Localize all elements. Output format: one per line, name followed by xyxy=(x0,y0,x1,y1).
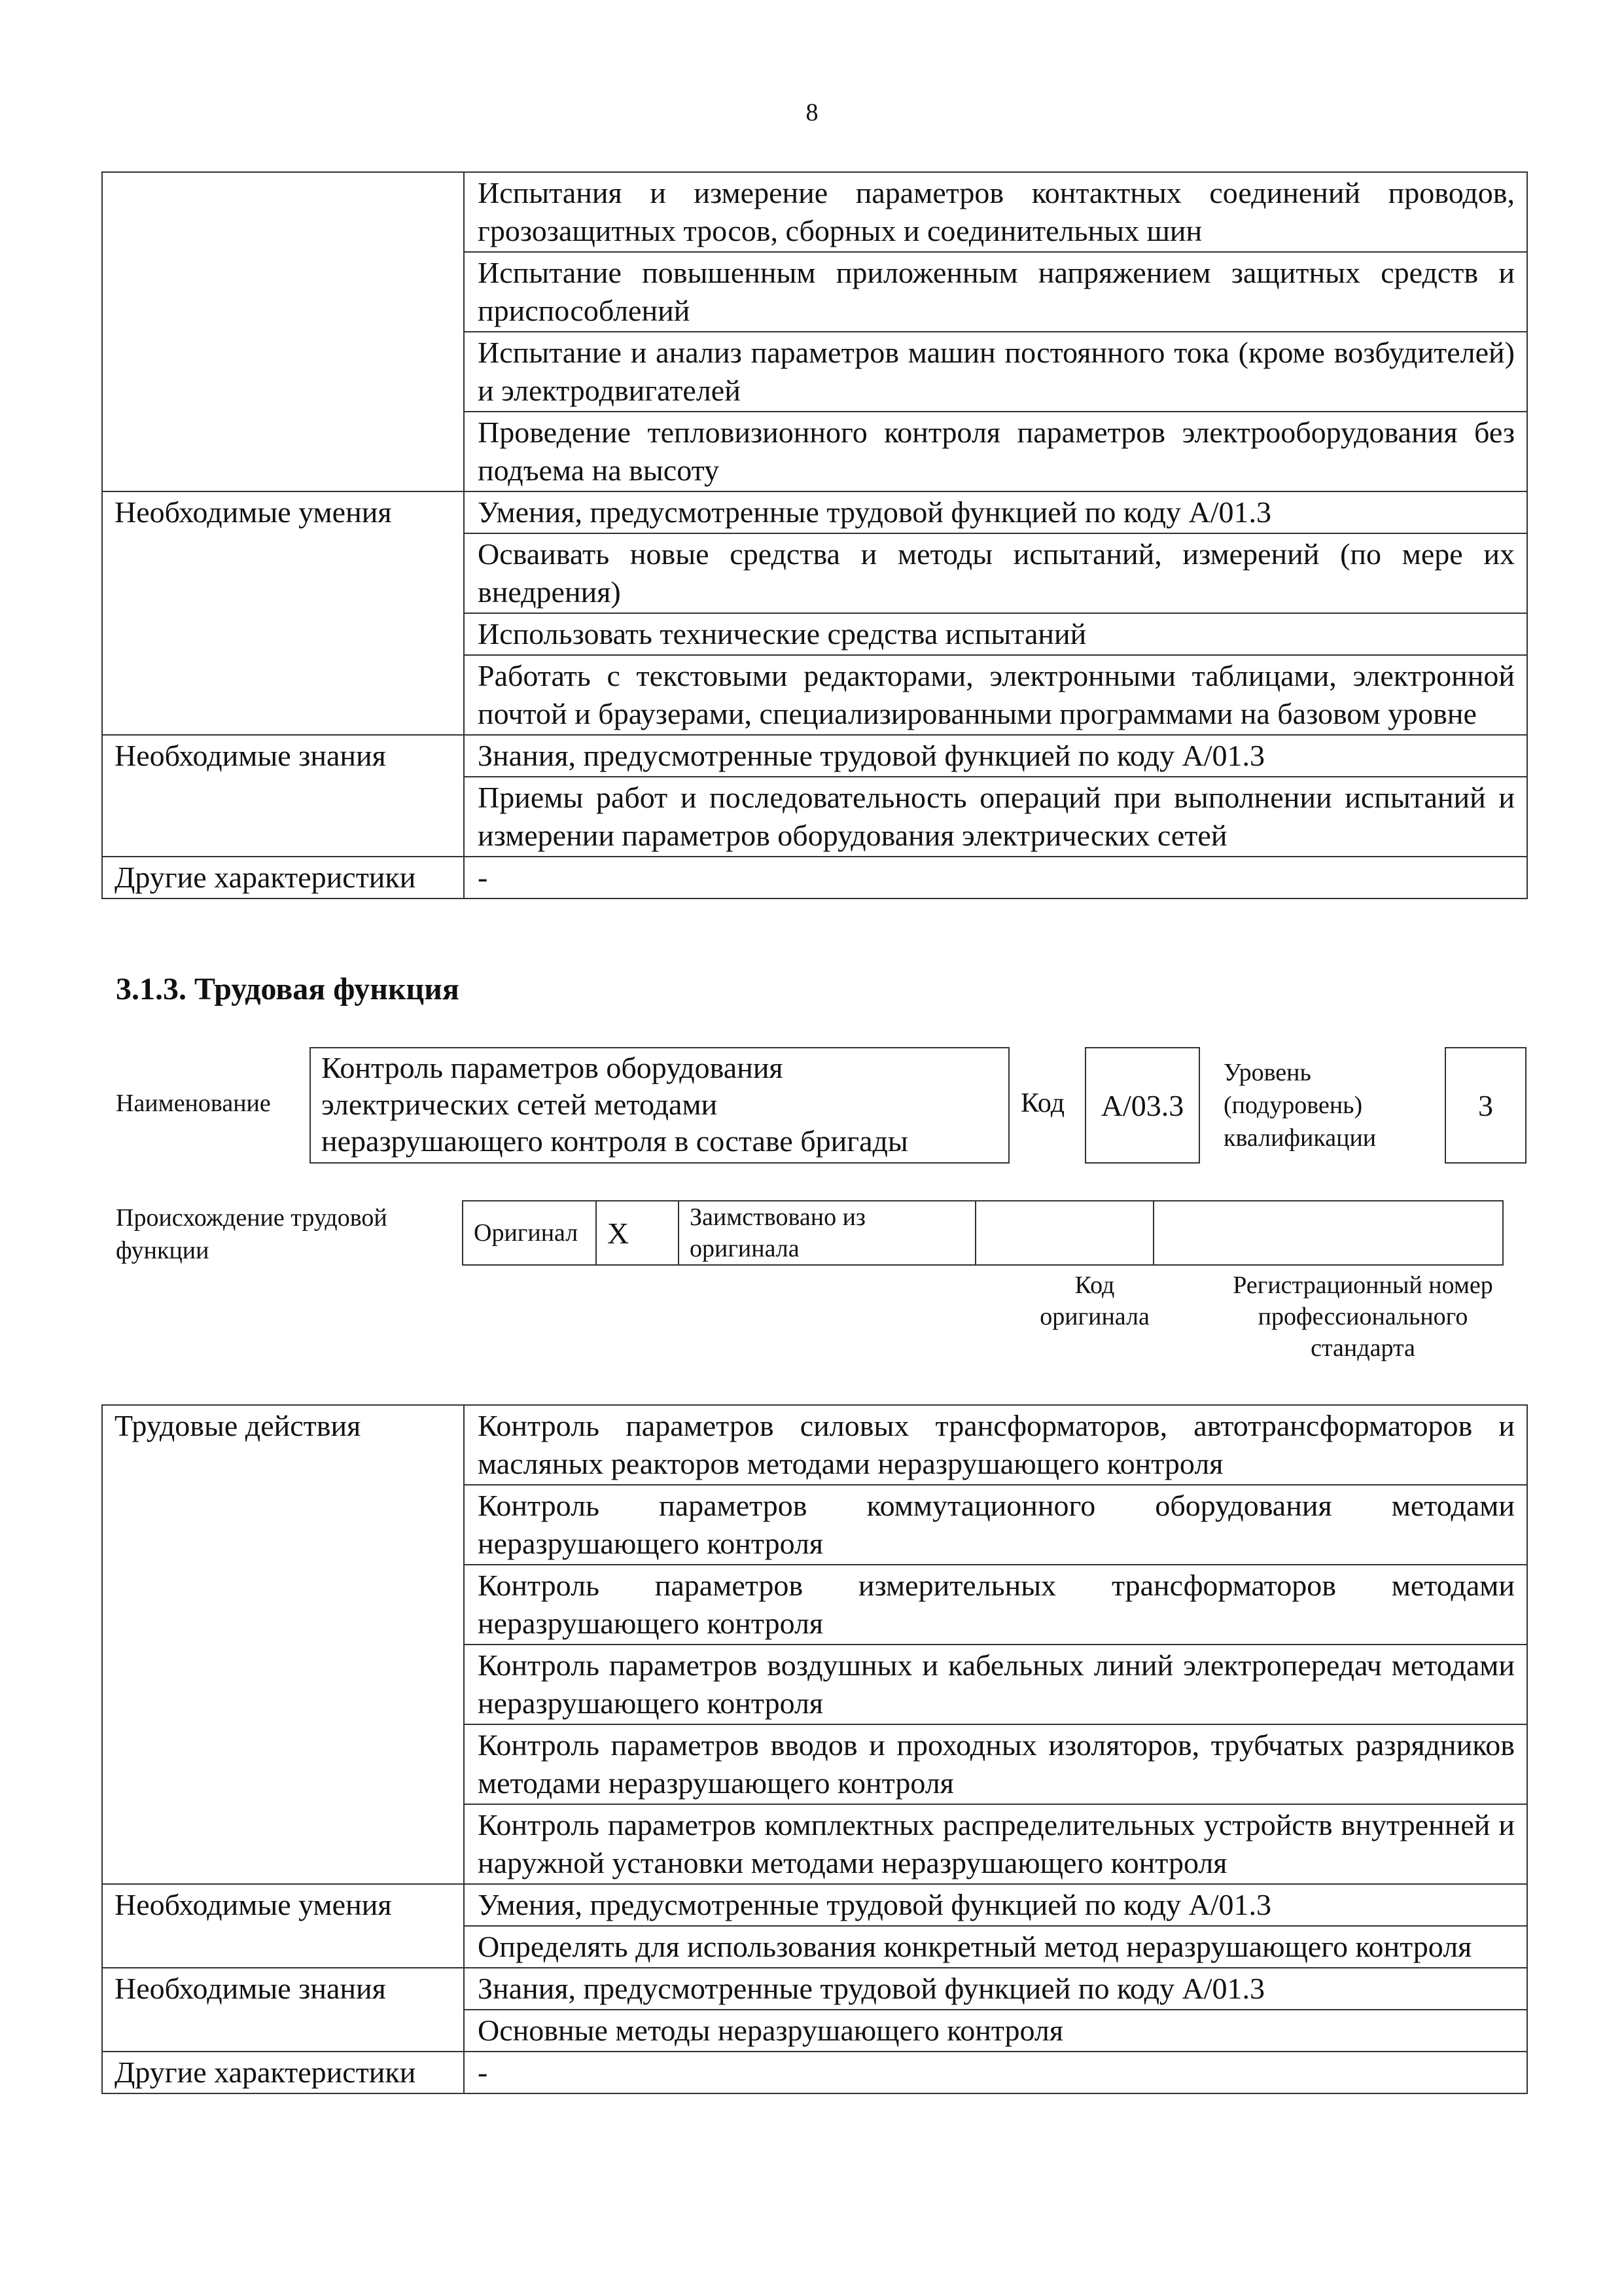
level-label-line: (подуровень) xyxy=(1224,1092,1363,1119)
row-item: Испытания и измерение параметров контактных соединений проводов, грозозащитных тросов, сборных и соединительных шин xyxy=(464,172,1527,252)
bottom-requirements-table xyxy=(101,1404,1528,2094)
origin-label-line: функции xyxy=(116,1237,209,1264)
origin-label-line: Происхождение трудовой xyxy=(116,1204,387,1232)
row-item: Контроль параметров измерительных трансформаторов методами неразрушающего контроля xyxy=(464,1565,1527,1645)
row-label: Трудовые действия xyxy=(102,1405,464,1884)
caption-line: Код xyxy=(1074,1272,1115,1299)
original-code-caption xyxy=(1006,1270,1183,1332)
table-row xyxy=(102,1884,1527,1926)
row-item: Контроль параметров коммутационного оборудования методами неразрушающего контроля xyxy=(464,1485,1527,1565)
caption-line: Регистрационный номер xyxy=(1233,1272,1493,1299)
row-item: Знания, предусмотренные трудовой функцией по коду A/01.3 xyxy=(464,735,1527,777)
section-heading: 3.1.3. Трудовая функция xyxy=(116,972,459,1006)
code-value: A/03.3 xyxy=(1085,1047,1200,1164)
original-label: Оригинал xyxy=(463,1201,596,1265)
table-row xyxy=(102,172,1527,252)
table-row xyxy=(102,1968,1527,2010)
caption-line: оригинала xyxy=(1040,1303,1150,1330)
borrowed-line: оригинала xyxy=(690,1235,800,1262)
row-item: Определять для использования конкретный метод неразрушающего контроля xyxy=(464,1926,1527,1968)
row-label: Необходимые знания xyxy=(102,735,464,857)
level-label-line: квалификации xyxy=(1224,1124,1377,1152)
table-row xyxy=(102,491,1527,533)
level-label-line: Уровень xyxy=(1224,1059,1311,1086)
table-row xyxy=(102,1405,1527,1485)
table-row xyxy=(102,857,1527,898)
row-item: Осваивать новые средства и методы испытаний, измерений (по мере их внедрения) xyxy=(464,533,1527,613)
borrowed-line: Заимствовано из xyxy=(690,1203,866,1231)
caption-line: профессионального xyxy=(1258,1303,1468,1330)
row-label: Другие характеристики xyxy=(102,857,464,898)
registration-number-cell xyxy=(1154,1201,1503,1265)
function-name-box xyxy=(309,1047,1010,1164)
borrowed-label xyxy=(679,1201,976,1265)
function-name-line: неразрушающего контроля в составе бригады xyxy=(321,1124,908,1158)
row-item: Приемы работ и последовательность операций при выполнении испытаний и измерении параметров оборудования электрических сетей xyxy=(464,777,1527,857)
level-label xyxy=(1224,1056,1376,1154)
row-item: Испытание повышенным приложенным напряжением защитных средств и приспособлений xyxy=(464,252,1527,332)
table-row xyxy=(102,735,1527,777)
row-item: Умения, предусмотренные трудовой функцией по коду A/01.3 xyxy=(464,1884,1527,1926)
level-value: 3 xyxy=(1445,1047,1527,1164)
table-row xyxy=(102,2052,1527,2093)
row-item: Знания, предусмотренные трудовой функцией по коду A/01.3 xyxy=(464,1968,1527,2010)
row-item: Умения, предусмотренные трудовой функцией по коду A/01.3 xyxy=(464,491,1527,533)
row-item: Испытание и анализ параметров машин постоянного тока (кроме возбудителей) и электродвигателей xyxy=(464,332,1527,412)
page-number: 8 xyxy=(805,99,819,126)
original-code-cell xyxy=(976,1201,1154,1265)
row-item: Контроль параметров комплектных распределительных устройств внутренней и наружной установки методами неразрушающего контроля xyxy=(464,1804,1527,1884)
function-name-line: электрических сетей методами xyxy=(321,1088,718,1121)
row-label xyxy=(102,172,464,491)
top-requirements-table xyxy=(101,171,1528,899)
function-name-line: Контроль параметров оборудования xyxy=(321,1051,783,1084)
name-label: Наименование xyxy=(116,1090,271,1117)
row-label: Другие характеристики xyxy=(102,2052,464,2093)
row-item: Основные методы неразрушающего контроля xyxy=(464,2010,1527,2052)
row-label: Необходимые умения xyxy=(102,491,464,735)
row-item: Проведение тепловизионного контроля параметров электрооборудования без подъема на высоту xyxy=(464,412,1527,491)
row-item: Работать с текстовыми редакторами, электронными таблицами, электронной почтой и браузерами, специализированными программами на базовом уровне xyxy=(464,655,1527,735)
caption-line: стандарта xyxy=(1311,1334,1415,1362)
row-item: - xyxy=(464,857,1527,898)
code-label: Код xyxy=(1021,1088,1065,1118)
row-label: Необходимые знания xyxy=(102,1968,464,2052)
registration-number-caption xyxy=(1190,1270,1536,1364)
origin-label xyxy=(116,1201,387,1267)
origin-table xyxy=(462,1200,1504,1266)
row-item: Контроль параметров силовых трансформаторов, автотрансформаторов и масляных реакторов методами неразрушающего контроля xyxy=(464,1405,1527,1485)
original-mark: X xyxy=(596,1201,679,1265)
row-item: Контроль параметров воздушных и кабельных линий электропередач методами неразрушающего контроля xyxy=(464,1645,1527,1724)
row-item: Контроль параметров вводов и проходных изоляторов, трубчатых разрядников методами неразрушающего контроля xyxy=(464,1724,1527,1804)
row-item: Использовать технические средства испытаний xyxy=(464,613,1527,655)
row-item: - xyxy=(464,2052,1527,2093)
row-label: Необходимые умения xyxy=(102,1884,464,1968)
